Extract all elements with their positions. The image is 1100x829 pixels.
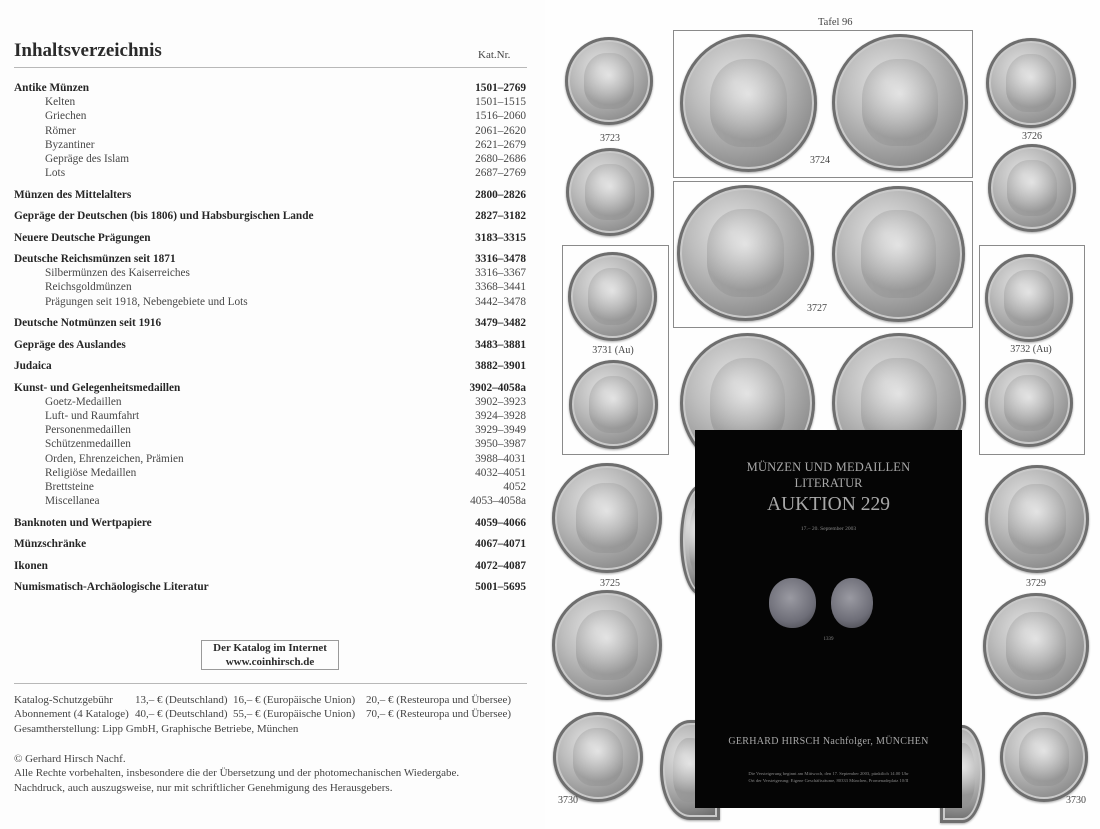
toc-subsection <box>14 466 526 480</box>
toc-subsection-range: 4053–4058a <box>470 495 526 508</box>
toc-subsection <box>14 295 526 309</box>
cover-publisher: GERHARD HIRSCH Nachfolger, MÜNCHEN <box>728 736 929 747</box>
toc-subsection-label: Orden, Ehrenzeichen, Prämien <box>45 452 184 465</box>
label-3731: 3731 (Au) <box>592 345 634 356</box>
cover-line-1: MÜNZEN UND MEDAILLEN <box>746 460 911 474</box>
legal-line-2: Nachdruck, auch auszugsweise, nur mit schriftlicher Genehmigung des Herausgebers. <box>14 781 393 794</box>
toc-section <box>14 537 526 551</box>
toc-page <box>0 0 545 829</box>
fee-de: 40,– € (Deutschland) <box>135 708 228 721</box>
toc-section-range: 3483–3881 <box>475 338 526 351</box>
fee-de: 13,– € (Deutschland) <box>135 694 228 706</box>
toc-subsection-label: Personenmedaillen <box>45 424 131 437</box>
fee-eu: 16,– € (Europäische Union) <box>233 694 356 706</box>
toc-subsection-range: 4052 <box>503 480 526 493</box>
toc-subsection <box>14 166 526 180</box>
label-3726: 3726 <box>1022 131 1042 142</box>
toc-section-range: 5001–5695 <box>475 581 526 593</box>
toc-section-range: 4072–4087 <box>475 559 526 572</box>
cover-info-line-2: Ort der Versteigerung: Eigene Geschäftsräume, 80333 München, Promenadeplatz 10/II <box>748 778 909 783</box>
coin-3732-reverse <box>985 359 1073 447</box>
copyright: © Gerhard Hirsch Nachf. <box>14 753 126 765</box>
fee-eu: 55,– € (Europäische Union) <box>233 708 356 721</box>
toc-section <box>14 559 526 573</box>
toc-section <box>14 381 526 395</box>
coin-3730-obverse <box>553 712 643 802</box>
toc-section-label: Gepräge des Auslandes <box>14 338 126 351</box>
toc-subsection-range: 2687–2769 <box>475 167 526 180</box>
toc-subsection-label: Goetz-Medaillen <box>45 395 122 408</box>
cover-coin-reverse <box>831 578 873 628</box>
toc-subsection-label: Gepräge des Islam <box>45 152 130 165</box>
toc-subsection-range: 1501–1515 <box>475 96 526 109</box>
coin-3726-obverse <box>986 38 1076 128</box>
coin-3724-obverse <box>680 34 817 172</box>
legal-line-1: Alle Rechte vorbehalten, insbesondere die der Übersetzung und der photomechanischen Wiedergabe. <box>14 767 460 780</box>
toc-section <box>14 580 526 594</box>
toc-subsection <box>14 409 526 423</box>
internet-box-url[interactable]: www.coinhirsch.de <box>225 655 315 668</box>
toc-subsection <box>14 423 526 437</box>
coin-3730-reverse <box>1000 712 1088 802</box>
toc-section <box>14 316 526 330</box>
toc-subsection-label: Byzantiner <box>45 138 95 151</box>
toc-subsection <box>14 480 526 494</box>
toc-subsection-label: Römer <box>45 124 76 137</box>
coin-3729-obverse <box>985 465 1089 573</box>
legal-block <box>14 752 459 795</box>
toc-subsection <box>14 138 526 152</box>
toc-subsection-range: 3902–3923 <box>475 395 526 408</box>
coin-3723-reverse <box>566 148 654 236</box>
toc-section <box>14 231 526 245</box>
toc-section-range: 3316–3478 <box>475 253 526 266</box>
toc-subsection-range: 3950–3987 <box>475 438 526 451</box>
toc-subsection-range: 3368–3441 <box>475 281 526 294</box>
toc-section-label: Deutsche Reichsmünzen seit 1871 <box>14 253 176 266</box>
coin-3726-reverse <box>988 144 1076 232</box>
toc-section <box>14 338 526 352</box>
toc-section-range: 3882–3901 <box>475 360 526 373</box>
toc-section-label: Banknoten und Wertpapiere <box>14 516 152 529</box>
toc-subsection-label: Schützenmedaillen <box>45 438 131 451</box>
toc-section-label: Antike Münzen <box>14 82 90 94</box>
toc-section-range: 1501–2769 <box>475 82 526 94</box>
coin-3727-reverse <box>832 186 965 322</box>
toc-subsection-range: 2061–2620 <box>475 124 526 137</box>
toc-subsection <box>14 95 526 109</box>
toc-section-range: 2827–3182 <box>475 210 526 223</box>
toc-subsection-label: Luft- und Raumfahrt <box>45 409 140 422</box>
coin-3731-reverse <box>569 360 658 449</box>
label-3724: 3724 <box>810 155 830 166</box>
toc-subsection <box>14 280 526 294</box>
internet-box <box>201 640 339 670</box>
toc-subsection <box>14 124 526 138</box>
coin-3725-reverse <box>552 590 662 700</box>
toc-subsection-range: 4032–4051 <box>475 466 526 479</box>
coin-3727-obverse <box>677 185 814 321</box>
cover-auction-title: AUKTION 229 <box>767 494 890 515</box>
coin-3732-obverse <box>985 254 1073 342</box>
toc-subsection-range: 2621–2679 <box>475 138 526 151</box>
toc-section <box>14 188 526 202</box>
fee-label: Abonnement (4 Kataloge) <box>14 708 129 721</box>
toc-subsection-label: Miscellanea <box>45 495 100 508</box>
toc-subsection-label: Kelten <box>45 96 76 109</box>
fee-row-abonnement <box>14 707 511 721</box>
toc-section-range: 3479–3482 <box>475 317 526 330</box>
toc-title: Inhaltsverzeichnis <box>14 40 162 61</box>
toc-subsection-range: 3442–3478 <box>475 295 526 308</box>
fee-rest: 20,– € (Resteuropa und Übersee) <box>366 694 512 706</box>
toc-subsection-range: 3988–4031 <box>475 452 526 465</box>
coin-3724-reverse <box>832 34 968 171</box>
coin-3723-obverse <box>565 37 653 125</box>
toc-section-range: 2800–2826 <box>475 188 526 201</box>
toc-subsection <box>14 395 526 409</box>
label-3730-left: 3730 <box>558 795 578 806</box>
toc-section-label: Münzschränke <box>14 538 87 551</box>
toc-section-label: Münzen des Mittelalters <box>14 188 132 201</box>
katnr-header: Kat.Nr. <box>478 49 511 61</box>
cover-date: 17.– 20. September 2003 <box>800 526 857 532</box>
toc-subsection-label: Brettsteine <box>45 480 94 493</box>
header-rule <box>14 67 527 68</box>
production-credit: Gesamtherstellung: Lipp GmbH, Graphische Betriebe, München <box>14 722 299 735</box>
toc-section-range: 4067–4071 <box>475 538 526 551</box>
coin-3731-obverse <box>568 252 657 341</box>
toc-section <box>14 81 526 95</box>
toc-subsection-range: 3316–3367 <box>475 267 526 280</box>
toc-section <box>14 252 526 266</box>
toc-list <box>14 81 526 594</box>
toc-subsection <box>14 152 526 166</box>
cover-coin-obverse <box>769 578 816 628</box>
toc-section-label: Numismatisch-Archäologische Literatur <box>14 581 209 593</box>
toc-subsection-label: Reichsgoldmünzen <box>45 281 132 294</box>
coin-3725-obverse <box>552 463 662 573</box>
plate-title: Tafel 96 <box>818 17 853 28</box>
toc-subsection-label: Lots <box>45 167 66 180</box>
toc-section-label: Judaica <box>14 360 52 373</box>
footer-rule <box>14 683 527 684</box>
fee-label: Katalog-Schutzgebühr <box>14 694 113 706</box>
toc-subsection-label: Silbermünzen des Kaiserreiches <box>45 267 190 280</box>
toc-section-label: Deutsche Notmünzen seit 1916 <box>14 317 162 330</box>
label-3732: 3732 (Au) <box>1010 344 1052 355</box>
coin-3729-reverse <box>983 593 1089 699</box>
toc-section-range: 3183–3315 <box>475 231 526 244</box>
toc-subsection-range: 3924–3928 <box>475 409 526 422</box>
toc-subsection-label: Religiöse Medaillen <box>45 466 137 479</box>
fee-row-schutzgebuehr <box>14 693 511 707</box>
cover-info-line-1: Die Versteigerung beginnt am Mittwoch, den 17. September 2003, pünktlich 14.00 Uhr <box>748 771 909 776</box>
cover-line-2: LITERATUR <box>794 476 863 490</box>
toc-section-label: Neuere Deutsche Prägungen <box>14 231 151 244</box>
toc-subsection <box>14 452 526 466</box>
toc-subsection <box>14 437 526 451</box>
internet-box-title: Der Katalog im Internet <box>213 642 327 654</box>
toc-subsection-label: Prägungen seit 1918, Nebengebiete und Lots <box>45 295 248 308</box>
toc-section <box>14 359 526 373</box>
label-3723: 3723 <box>600 133 620 144</box>
fee-rest: 70,– € (Resteuropa und Übersee) <box>366 708 512 721</box>
toc-subsection <box>14 109 526 123</box>
toc-section-range: 4059–4066 <box>475 516 526 529</box>
label-3727: 3727 <box>807 303 827 314</box>
toc-section <box>14 516 526 530</box>
toc-subsection-range: 3929–3949 <box>475 424 526 437</box>
fees-block <box>14 693 511 736</box>
catalogue-cover <box>695 430 962 808</box>
cover-coin-number: 1339 <box>823 637 834 642</box>
toc-subsection <box>14 494 526 508</box>
cover-info <box>695 770 962 784</box>
toc-section-label: Gepräge der Deutschen (bis 1806) und Habsburgischen Lande <box>14 210 314 223</box>
toc-subsection-range: 1516–2060 <box>475 110 526 123</box>
label-3730-right: 3730 <box>1066 795 1086 806</box>
toc-section-label: Ikonen <box>14 559 48 572</box>
toc-subsection-range: 2680–2686 <box>475 152 526 165</box>
toc-subsection <box>14 266 526 280</box>
toc-subsection-label: Griechen <box>45 110 87 123</box>
toc-section <box>14 209 526 223</box>
label-3729: 3729 <box>1026 578 1046 589</box>
toc-section-label: Kunst- und Gelegenheitsmedaillen <box>14 381 181 394</box>
label-3725: 3725 <box>600 578 620 589</box>
toc-section-range: 3902–4058a <box>469 381 526 394</box>
